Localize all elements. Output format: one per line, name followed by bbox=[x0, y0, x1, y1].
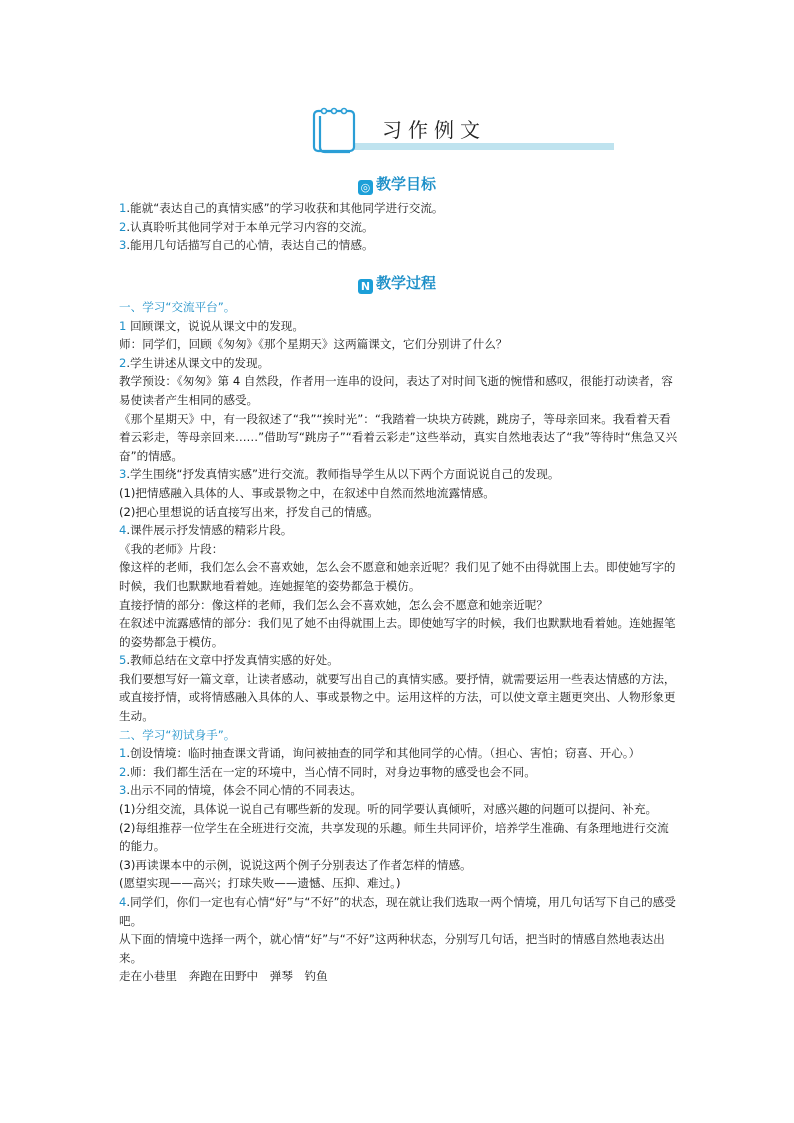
item-text: .能用几句话描写自己的心情，表达自己的情感。 bbox=[126, 238, 374, 253]
text-line bbox=[119, 781, 679, 800]
text-line bbox=[119, 614, 679, 651]
text-line bbox=[119, 465, 679, 484]
part2-title: 二、学习“初试身手”。 bbox=[119, 727, 236, 742]
item-text: 师：同学们，回顾《匆匆》《那个星期天》这两篇课文，它们分别讲了什么？ bbox=[119, 337, 508, 352]
item-text: .认真聆听其他同学对于本单元学习内容的交流。 bbox=[126, 219, 374, 234]
text-line bbox=[119, 744, 679, 763]
text-line bbox=[119, 819, 679, 856]
item-text: (愿望实现——高兴；打球失败——遗憾、压抑、难过。) bbox=[119, 876, 401, 891]
item-number: 4 bbox=[119, 895, 127, 909]
item-text: 《我的老师》片段： bbox=[119, 541, 224, 556]
item-text: 《那个星期天》中，有一段叙述了“我”“挨时光”：“我踏着一块块方砖跳，跳房子，等母亲回来。我看着天看着云彩走，等母亲回来……”借助写“跳房子”“看着云彩走”这些举动，真实自然地表达了“我”等待时“焦急又兴奋”的情感。 bbox=[119, 411, 678, 463]
item-text: .学生围绕“抒发真情实感”进行交流。教师指导学生从以下两个方面说说自己的发现。 bbox=[126, 467, 560, 482]
item-text: .出示不同的情境，体会不同心情的不同表达。 bbox=[126, 783, 362, 798]
process-body bbox=[119, 298, 679, 986]
text-line bbox=[119, 372, 679, 409]
item-text: 从下面的情境中选择一两个，就心情“好”与“不好”这两种状态，分别写几句话，把当时的情感自然地表达出来。 bbox=[119, 932, 665, 965]
text-line bbox=[119, 800, 679, 819]
item-text: 回顾课文，说说从课文中的发现。 bbox=[126, 318, 304, 333]
item-text: .师：我们都生活在一定的环境中，当心情不同时，对身边事物的感受也会不同。 bbox=[126, 764, 536, 779]
item-text: 像这样的老师，我们怎么会不喜欢她，怎么会不愿意和她亲近呢？我们见了她不由得就围上去。即使她写字的时候，我们也默默地看着她。连她握笔的姿势都急于模仿。 bbox=[119, 560, 676, 593]
item-number: 1 bbox=[119, 201, 127, 215]
text-line bbox=[119, 218, 679, 237]
page-title: 习作例文 bbox=[382, 118, 486, 142]
text-line bbox=[119, 967, 679, 986]
title-underline bbox=[320, 143, 614, 150]
text-line bbox=[119, 503, 679, 522]
part1-title: 一、学习“交流平台”。 bbox=[119, 300, 236, 314]
goals-list bbox=[119, 199, 679, 255]
text-line bbox=[119, 651, 679, 670]
item-number: 3 bbox=[119, 467, 127, 482]
text-line bbox=[119, 893, 679, 930]
item-text: .同学们，你们一定也有心情“好”与“不好”的状态，现在就让我们选取一两个情境，用几句话写下自己的感受吧。 bbox=[119, 895, 676, 928]
item-number: 4 bbox=[119, 523, 127, 538]
text-line bbox=[119, 856, 679, 875]
text-line bbox=[119, 874, 679, 893]
process-heading bbox=[0, 272, 794, 294]
item-text: (2)把心里想说的话直接写出来，抒发自己的情感。 bbox=[119, 504, 379, 519]
item-text: (1)把情感融入具体的人、事或景物之中，在叙述中自然而然地流露情感。 bbox=[119, 485, 495, 500]
part1-list bbox=[119, 317, 679, 726]
item-text: 教学预设：《匆匆》第 4 自然段，作者用一连串的设问，表达了对时间飞逝的惋惜和感叹，很能打动读者，容易使读者产生相同的感受。 bbox=[119, 374, 673, 407]
goals-heading bbox=[0, 173, 794, 195]
title-banner bbox=[300, 104, 614, 156]
text-line bbox=[119, 763, 679, 782]
item-text: 走在小巷里 奔跑在田野中 弹琴 钓鱼 bbox=[119, 969, 328, 984]
item-text: (3)再读课本中的示例，说说这两个例子分别表达了作者怎样的情感。 bbox=[119, 857, 472, 872]
text-line bbox=[119, 670, 679, 726]
item-text: .学生讲述从课文中的发现。 bbox=[126, 355, 270, 370]
item-text: .教师总结在文章中抒发真情实感的好处。 bbox=[126, 653, 339, 668]
item-number: 3 bbox=[119, 783, 127, 798]
item-text: (2)每组推荐一位学生在全班进行交流，共享发现的乐趣。师生共同评价，培养学生准确、有条理地进行交流的能力。 bbox=[119, 820, 669, 854]
text-line bbox=[119, 410, 679, 466]
item-text: 在叙述中流露感情的部分：我们见了她不由得就围上去。即使她写字的时候，我们也默默地看着她。连她握笔的姿势都急于模仿。 bbox=[119, 616, 676, 649]
item-text: (1)分组交流，具体说一说自己有哪些新的发现。听的同学要认真倾听，对感兴趣的问题可以提问、补充。 bbox=[119, 802, 658, 817]
item-text: 我们要想写好一篇文章，让读者感动，就要写出自己的真情实感。要抒情，就需要运用一些表达情感的方法，或直接抒情，或将情感融入具体的人、事或景物之中。运用这样的方法，可以使文章主题更突出、人物形象更生动。 bbox=[119, 671, 676, 724]
calendar-notebook-icon bbox=[300, 104, 360, 156]
item-number: 1 bbox=[119, 318, 127, 333]
item-number: 2 bbox=[119, 355, 127, 370]
text-line bbox=[119, 317, 679, 336]
item-text: .能就“表达自己的真情实感”的学习收获和其他同学进行交流。 bbox=[126, 201, 444, 215]
text-line bbox=[119, 521, 679, 540]
item-text: .创设情境：临时抽查课文背诵，询问被抽查的同学和其他同学的心情。（担心、害怕；窃喜、开心。） bbox=[126, 746, 641, 761]
text-line bbox=[119, 199, 679, 218]
process-heading-label: 教学过程 bbox=[375, 274, 436, 292]
item-number: 5 bbox=[119, 653, 127, 668]
item-number: 2 bbox=[119, 219, 127, 234]
steps-icon: N bbox=[358, 279, 373, 294]
part2-list bbox=[119, 744, 679, 986]
text-line bbox=[119, 484, 679, 503]
text-line bbox=[119, 558, 679, 595]
text-line bbox=[119, 596, 679, 615]
item-text: .课件展示抒发情感的精彩片段。 bbox=[126, 523, 293, 538]
goals-heading-label: 教学目标 bbox=[375, 175, 436, 193]
item-text: 直接抒情的部分：像这样的老师，我们怎么会不喜欢她，怎么会不愿意和她亲近呢？ bbox=[119, 597, 548, 612]
item-number: 2 bbox=[119, 764, 127, 779]
item-number: 3 bbox=[119, 238, 127, 253]
text-line bbox=[119, 540, 679, 559]
text-line bbox=[119, 236, 679, 255]
text-line bbox=[119, 335, 679, 354]
target-icon: ◎ bbox=[358, 180, 373, 195]
text-line bbox=[119, 354, 679, 373]
item-number: 1 bbox=[119, 746, 127, 761]
text-line bbox=[119, 930, 679, 967]
